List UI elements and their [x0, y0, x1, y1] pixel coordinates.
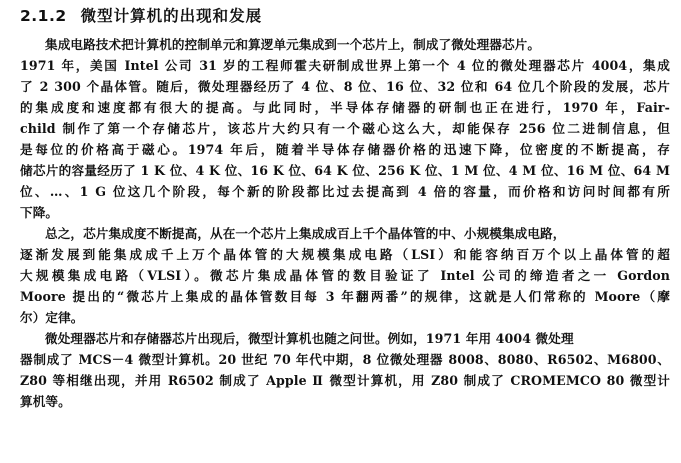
paragraph-line: 下降。 [20, 205, 59, 220]
paragraph-line: 1971 年，美国 Intel 公司 31 岁的工程师霍夫研制成世界上第一个 4 位的微处理器芯片 4004，集成 [20, 58, 670, 73]
section-body [20, 34, 670, 412]
paragraph-line: 是每位的价格高于磁心。1974 年后，随着半导体存储器价格的迅速下降，位密度的不断提高，存 [20, 142, 670, 157]
paragraph-line: 了 2 300 个晶体管。随后，微处理器经历了 4 位、8 位、16 位、32 位和 64 位几个阶段的发展，芯片 [20, 79, 670, 94]
paragraph-1 [20, 34, 670, 223]
paragraph-line: 储芯片的容量经历了 1 K 位、4 K 位、16 K 位、64 K 位、256 K 位、1 M 位、4 M 位、16 M 位、64 M [20, 163, 670, 178]
paragraph-line: 微处理器芯片和存储器芯片出现后，微型计算机也随之问世。例如，1971 年用 4004 微处理 [45, 331, 574, 346]
paragraph-line: 尔）定律。 [20, 310, 84, 325]
paragraph-line: Z80 等相继出现，并用 R6502 制成了 Apple Ⅱ 微型计算机，用 Z80 制成了 CROMEMCO 80 微型计 [20, 373, 670, 388]
section-number: 2.1.2 [20, 7, 67, 25]
section-heading [20, 4, 262, 28]
paragraph-line: Moore 提出的“微芯片上集成的晶体管数目每 3 年翻两番”的规律，这就是人们常称的 Moore（摩 [20, 289, 670, 304]
paragraph-3 [20, 328, 670, 412]
paragraph-line: 算机等。 [20, 394, 71, 409]
paragraph-line: 大规模集成电路（VLSI）。微芯片集成晶体管的数目验证了 Intel 公司的缔造者之一 Gordon [20, 268, 670, 283]
paragraph-line: 的集成度和速度都有很大的提高。与此同时，半导体存储器的研制也正在进行，1970 年，Fair- [20, 100, 670, 115]
paragraph-line: 位、…、1 G 位这几个阶段，每个新的阶段都比过去提高到 4 倍的容量，而价格和访问时间都有所 [20, 184, 670, 199]
paragraph-line: 器制成了 MCS－4 微型计算机。20 世纪 70 年代中期，8 位微处理器 8008、8080、R6502、M6800、 [20, 352, 670, 367]
paragraph-line: 逐渐发展到能集成成千上万个晶体管的大规模集成电路（LSI）和能容纳百万个以上晶体管的超 [20, 247, 670, 262]
section-title: 微型计算机的出现和发展 [80, 7, 263, 25]
paragraph-line: 集成电路技术把计算机的控制单元和算逻单元集成到一个芯片上，制成了微处理器芯片。 [45, 37, 541, 52]
paragraph-2 [20, 223, 670, 328]
paragraph-line: 总之，芯片集成度不断提高，从在一个芯片上集成成百上千个晶体管的中、小规模集成电路， [45, 226, 566, 241]
paragraph-line: child 制作了第一个存储芯片，该芯片大约只有一个磁心这么大，却能保存 256 位二进制信息，但 [20, 121, 670, 136]
